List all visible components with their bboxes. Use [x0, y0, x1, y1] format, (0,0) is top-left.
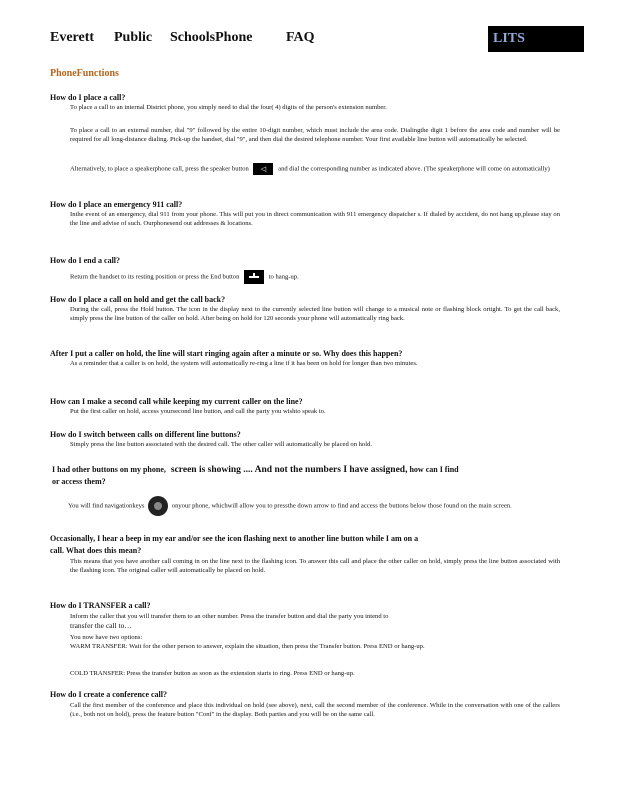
question-beep: Occasionally, I hear a beep in my ear and/or see the icon flashing next to another line button while I am on a	[50, 534, 419, 543]
answer-end-call-text-b: to hang-up.	[268, 273, 299, 281]
answer-transfer-intro-line-2: transfer the call to…	[70, 621, 132, 630]
question-transfer: How do I TRANSFER a call?	[50, 601, 151, 610]
question-other-buttons-part-1: I had other buttons on my phone,	[52, 465, 166, 474]
section-title: PhoneFunctions	[50, 68, 119, 79]
speaker-button-icon: ◁	[253, 163, 273, 175]
answer-place-call-external: To place a call to an external number, dial "9" followed by the entire 10-digit number, which must include the area code. Dialingthe digit 1 before the area code and number will be required for all long-distance dialing. Pick-up the handset, dial "9", and then dial the desired telephone number. Your first available line button will automatically be selected.	[70, 127, 560, 143]
answer-cold-transfer: COLD TRANSFER: Press the transfer button as soon as the extension starts to ring. Press END or hang-up.	[70, 670, 355, 677]
question-other-buttons-part-2: screen is showing .... And not the numbers I have assigned,	[170, 465, 408, 475]
answer-emergency-call: Inthe event of an emergency, dial 911 from your phone. This will put you in direct communication with 911 emergency dispatcher s. If dialed by accident, do not hang up,please stay on the line and advise of such. Ourphonesend out addresses & locations.	[70, 211, 560, 227]
question-beep-line-2: call. What does this mean?	[50, 546, 142, 555]
answer-transfer-intro: Inform the caller that you will transfer them to an other number. Press the transfer button and dial the party you intend to	[70, 613, 389, 620]
question-second-call: How can I make a second call while keeping my current caller on the line?	[50, 397, 303, 406]
question-reringing: After I put a caller on hold, the line will start ringing again after a minute or so. Why does this happen?	[50, 349, 403, 358]
answer-second-call: Put the first caller on hold, access yoursecond line button, and call the party you wishto speak to.	[70, 408, 326, 415]
answer-end-call	[70, 270, 560, 284]
answer-place-call-internal: To place a call to an internal District phone, you simply need to dial the four( 4) digits of the person's extension number.	[70, 104, 387, 111]
answer-other-buttons	[68, 496, 560, 516]
answer-other-buttons-text-b: onyour phone, whichwill allow you to pressthe down arrow to find and access the buttons below those found on the main screen.	[171, 502, 512, 510]
answer-speakerphone-text-a: Alternatively, to place a speakerphone call, press the speaker button	[70, 165, 249, 173]
answer-end-call-text-a: Return the handset to its resting position or press the End button	[70, 273, 240, 281]
question-other-buttons-line-2: or access them?	[52, 477, 106, 486]
answer-other-buttons-text-a: You will find navigationkeys	[68, 502, 145, 510]
question-end-call: How do I end a call?	[50, 256, 121, 265]
answer-conference-call: Call the first member of the conference and place this individual on hold (see above), next, call the second member of the conference. While in the conversation with one of the callers (i.e., both not on hold), press the feature button "Conf" in the display. Both parties and you will be on the same call.	[70, 702, 560, 718]
answer-warm-transfer: WARM TRANSFER: Wait for the other person to answer, explain the situation, then press the Transfer button. Press END or hang-up.	[70, 643, 425, 650]
question-other-buttons-part-3: how can I find	[409, 465, 459, 474]
question-conference-call: How do I create a conference call?	[50, 690, 168, 699]
question-switch-lines: How do I switch between calls on different line buttons?	[50, 430, 241, 439]
header-title-everett: Everett	[50, 30, 95, 45]
page-header	[50, 26, 570, 52]
question-other-buttons	[52, 465, 459, 475]
end-button-icon	[244, 270, 264, 284]
answer-reringing: As a reminder that a caller is on hold, the system will automatically re-ring a line if it has been on hold for longer than two minutes.	[70, 360, 418, 367]
header-title-public: Public	[114, 30, 153, 45]
answer-switch-lines: Simply press the line button associated with the desired call. The other caller will automatically be placed on hold.	[70, 441, 373, 448]
answer-transfer-options: You now have two options:	[70, 634, 143, 641]
answer-beep: This means that you have another call coming in on the line next to the flashing icon. To answer this call and place the other caller on hold, simply press the line button associated with the flashing icon. The original caller will automatically be placed on hold.	[70, 558, 560, 574]
answer-speakerphone-text-b: and dial the corresponding number as indicated above. (The speakerphone will come on automatically)	[278, 165, 550, 173]
question-hold-call: How do I place a call on hold and get the call back?	[50, 295, 226, 304]
header-title-schoolsphone: SchoolsPhone	[170, 30, 253, 45]
question-emergency-call: How do I place an emergency 911 call?	[50, 200, 183, 209]
lits-badge: LITS	[488, 26, 584, 52]
header-title-faq: FAQ	[286, 30, 315, 45]
question-place-call: How do I place a call?	[50, 93, 126, 102]
navigation-key-icon	[148, 496, 168, 516]
answer-speakerphone	[70, 163, 560, 175]
answer-hold-call: During the call, press the Hold button. The icon in the display next to the currently selected line button will change to a musical note or flashing block ortight. To get the call back, simply press the line button of the caller on hold. After being on hold for 120 seconds your phone will automatically ring back.	[70, 306, 560, 322]
